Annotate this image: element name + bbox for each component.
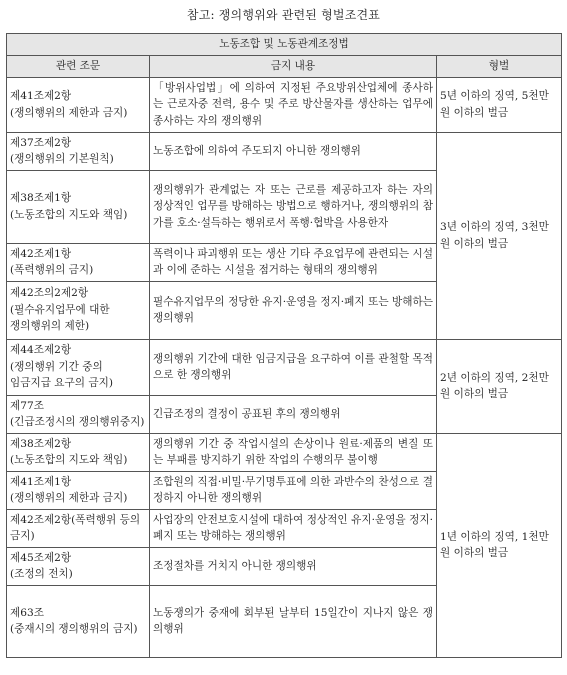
content-cell: 쟁의행위 기간에 대한 임금지급을 요구하여 이를 관철할 목적으로 한 쟁의행위 xyxy=(150,339,437,395)
law-cell: 제41조제1항 (쟁의행위의 제한과 금지) xyxy=(7,471,150,509)
law-cell: 제37조제2항 (쟁의행위의 기본원칙) xyxy=(7,132,150,170)
content-cell: 사업장의 안전보호시설에 대하여 정상적인 유지·운영을 정지·폐지 또는 방해하는 쟁의행위 xyxy=(150,509,437,547)
law-cell: 제41조제2항 (쟁의행위의 제한과 금지) xyxy=(7,77,150,132)
law-cell: 제63조 (중재시의 쟁의행위의 금지) xyxy=(7,585,150,657)
penalty-cell: 5년 이하의 징역, 5천만원 이하의 벌금 xyxy=(437,77,562,132)
table-title: 노동조합 및 노동관계조정법 xyxy=(7,34,562,56)
content-cell: 노동조합에 의하여 주도되지 아니한 쟁의행위 xyxy=(150,132,437,170)
content-cell: 노동쟁의가 중재에 회부된 날부터 15일간이 지나지 않은 쟁의행위 xyxy=(150,585,437,657)
penalty-cell: 3년 이하의 징역, 3천만원 이하의 벌금 xyxy=(437,132,562,339)
content-cell: 쟁의행위 기간 중 작업시설의 손상이나 원료·제품의 변질 또는 부패를 방지하기 위한 작업의 수행의무 불이행 xyxy=(150,433,437,471)
law-cell: 제77조 (긴급조정시의 쟁의행위중지) xyxy=(7,395,150,433)
column-header-law: 관련 조문 xyxy=(7,55,150,77)
law-cell: 제45조제2항 (조정의 전치) xyxy=(7,547,150,585)
law-cell: 제42조제1항 (폭력행위의 금지) xyxy=(7,243,150,281)
content-cell: 쟁의행위가 관계없는 자 또는 근로를 제공하고자 하는 자의 정상적인 업무를 방해하는 방법으로 행하거나, 쟁의행위의 참가를 호소·설득하는 행위로서 폭행·협박을 사용한자 xyxy=(150,170,437,243)
table-row xyxy=(7,339,562,395)
table-row xyxy=(7,433,562,471)
law-cell: 제38조제1항 (노동조합의 지도와 책임) xyxy=(7,170,150,243)
table-row xyxy=(7,132,562,170)
law-cell: 제44조제2항 (쟁의행위 기간 중의 임금지급 요구의 금지) xyxy=(7,339,150,395)
penalty-cell: 1년 이하의 징역, 1천만원 이하의 벌금 xyxy=(437,433,562,657)
law-cell: 제42조의2제2항 (필수유지업무에 대한 쟁의행위의 제한) xyxy=(7,281,150,339)
content-cell: 조합원의 직접·비밀·무기명투표에 의한 과반수의 찬성으로 결정하지 아니한 쟁의행위 xyxy=(150,471,437,509)
content-cell: 필수유지업무의 정당한 유지·운영을 정지·폐지 또는 방해하는 쟁의행위 xyxy=(150,281,437,339)
penalty-table xyxy=(6,33,562,658)
content-cell: 긴급조정의 결정이 공표된 후의 쟁의행위 xyxy=(150,395,437,433)
content-cell: 폭력이나 파괴행위 또는 생산 기타 주요업무에 관련되는 시설과 이에 준하는 시설을 점거하는 형태의 쟁의행위 xyxy=(150,243,437,281)
table-row xyxy=(7,77,562,132)
law-cell: 제42조제2항(폭력행위 등의 금지) xyxy=(7,509,150,547)
column-header-penalty: 형벌 xyxy=(437,55,562,77)
content-cell: 「방위사업법」에 의하여 지정된 주요방위산업체에 종사하는 근로자중 전력, 용수 및 주로 방산물자를 생산하는 업무에 종사하는 자의 쟁의행위 xyxy=(150,77,437,132)
penalty-cell: 2년 이하의 징역, 2천만원 이하의 벌금 xyxy=(437,339,562,433)
column-header-content: 금지 내용 xyxy=(150,55,437,77)
content-cell: 조정절차를 거치지 아니한 쟁의행위 xyxy=(150,547,437,585)
page-title: 참고: 쟁의행위와 관련된 형벌조견표 xyxy=(186,8,381,22)
law-cell: 제38조제2항 (노동조합의 지도와 책임) xyxy=(7,433,150,471)
